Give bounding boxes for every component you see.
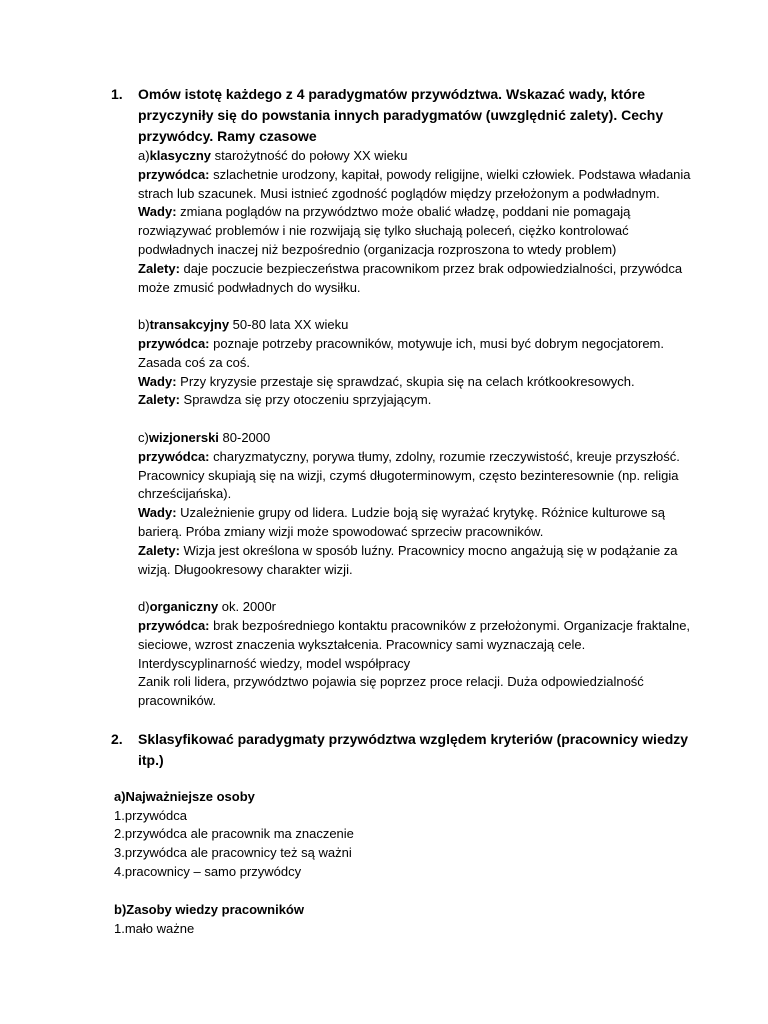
paradigm-note-organiczny-1: Interdyscyplinarność wiedzy, model współpracy	[138, 655, 411, 671]
leader-label: przywódca:	[138, 617, 210, 633]
paradigm-name: organiczny	[149, 599, 219, 615]
leader-text: poznaje potrzeby pracowników, motywuje ich, musi być dobrym negocjatorem. Zasada coś za coś.	[138, 335, 665, 370]
paradigm-flaws-transakcyjny	[138, 373, 698, 392]
question-2-number: 2.	[111, 731, 123, 747]
paradigm-advantages-transakcyjny	[138, 391, 698, 410]
list-item: 1.mało ważne	[114, 920, 195, 936]
paradigm-leader-wizjonerski	[138, 448, 698, 504]
paradigm-period: 50-80 lata XX wieku	[229, 317, 349, 333]
leader-label: przywódca:	[138, 335, 210, 351]
flaws-label: Wady:	[138, 204, 177, 220]
paradigm-name: transakcyjny	[149, 317, 230, 333]
paradigm-heading-organiczny	[138, 598, 698, 617]
section-heading: b)Zasoby wiedzy pracowników	[114, 902, 304, 917]
paradigm-prefix: c)	[138, 429, 149, 445]
section-heading: a)Najważniejsze osoby	[114, 789, 255, 804]
paradigm-prefix: d)	[138, 599, 150, 615]
paradigm-flaws-wizjonerski	[138, 504, 698, 542]
flaws-label: Wady:	[138, 505, 177, 521]
flaws-label: Wady:	[138, 373, 177, 389]
paradigm-heading-transakcyjny	[138, 316, 698, 335]
question-1-text: Omów istotę każdego z 4 paradygmatów przywództwa. Wskazać wady, które przyczyniły się do powstania innych paradygmatów (uwzględnić zalety). Cechy przywódcy. Ramy czasowe	[138, 86, 664, 144]
paradigm-advantages-klasyczny	[138, 260, 698, 298]
paradigm-name: wizjonerski	[148, 429, 219, 445]
paradigm-note-organiczny-2: Zanik roli lidera, przywództwo pojawia się poprzez proce relacji. Duża odpowiedzialność pracowników.	[138, 674, 644, 709]
advantages-text: Sprawdza się przy otoczeniu sprzyjającym.	[179, 392, 432, 408]
leader-label: przywódca:	[138, 166, 210, 182]
leader-text: charyzmatyczny, porywa tłumy, zdolny, rozumie rzeczywistość, kreuje przyszłość. Pracownicy skupiają się na wizji, czymś długoterminowym, często bezinteresownie (np. religia chrześcijańska).	[138, 448, 680, 502]
question-2	[111, 729, 691, 771]
paradigm-leader-organiczny	[138, 617, 698, 655]
classification-important-persons	[114, 788, 674, 882]
paradigm-leader-klasyczny	[138, 166, 698, 204]
paradigm-flaws-klasyczny	[138, 203, 698, 259]
question-1	[111, 84, 691, 147]
paradigm-advantages-wizjonerski	[138, 542, 698, 580]
question-1-number: 1.	[111, 86, 123, 102]
list-item: 3.przywódca ale pracownicy też są ważni	[114, 845, 352, 861]
leader-text: szlachetnie urodzony, kapitał, powody religijne, wielki człowiek. Podstawa władania strach lub szacunek. Musi istnieć zgodność poglądów między przełożonym a podwładnym.	[138, 166, 691, 201]
classification-knowledge-resources	[114, 901, 674, 938]
advantages-text: Wizja jest określona w sposób luźny. Pracownicy mocno angażują się w podążanie za wizją. Długookresowy charakter wizji.	[138, 542, 678, 577]
advantages-text: daje poczucie bezpieczeństwa pracownikom przez brak odpowiedzialności, przywódca może zmusić podwładnych do wysiłku.	[138, 260, 683, 295]
flaws-text: Przy kryzysie przestaje się sprawdzać, skupia się na celach krótkookresowych.	[176, 373, 635, 389]
paradigm-prefix: b)	[138, 317, 150, 333]
question-1-answer	[138, 147, 698, 711]
advantages-label: Zalety:	[138, 392, 180, 408]
leader-label: przywódca:	[138, 448, 210, 464]
spacer	[138, 297, 698, 316]
paradigm-heading-wizjonerski	[138, 429, 698, 448]
spacer	[138, 410, 698, 429]
paradigm-prefix: a)	[138, 148, 150, 163]
paradigm-leader-transakcyjny	[138, 335, 698, 373]
flaws-text: zmiana poglądów na przywództwo może obalić władzę, poddani nie pomagają rozwiązywać problemów i nie rozwijają się tylko słuchają poleceń, ciężko kontrolować podwładnych inaczej niż bezpośrednio (organizacja rozproszona to wtedy problem)	[138, 204, 631, 257]
paradigm-name: klasyczny	[149, 148, 211, 163]
paradigm-heading-klasyczny	[138, 147, 698, 166]
paradigm-period: ok. 2000r	[218, 599, 277, 615]
question-2-text: Sklasyfikować paradygmaty przywództwa względem kryteriów (pracownicy wiedzy itp.)	[138, 731, 689, 768]
flaws-text: Uzależnienie grupy od lidera. Ludzie boją się wyrażać krytykę. Różnice kulturowe są barierą. Próba zmiany wizji może spowodować sprzeciw pracowników.	[138, 505, 665, 539]
list-item: 2.przywódca ale pracownik ma znaczenie	[114, 826, 354, 842]
advantages-label: Zalety:	[138, 260, 180, 276]
advantages-label: Zalety:	[138, 542, 180, 558]
spacer	[138, 579, 698, 598]
list-item: 4.pracownicy – samo przywódcy	[114, 863, 302, 879]
leader-text: brak bezpośredniego kontaktu pracowników z przełożonymi. Organizacje fraktalne, sieciowe, wzrost znaczenia wykształcenia. Pracownicy sami wyznaczają cele.	[138, 617, 691, 652]
paradigm-period: 80-2000	[218, 429, 271, 445]
list-item: 1.przywódca	[114, 807, 187, 823]
paradigm-period: starożytność do połowy XX wieku	[211, 148, 408, 163]
